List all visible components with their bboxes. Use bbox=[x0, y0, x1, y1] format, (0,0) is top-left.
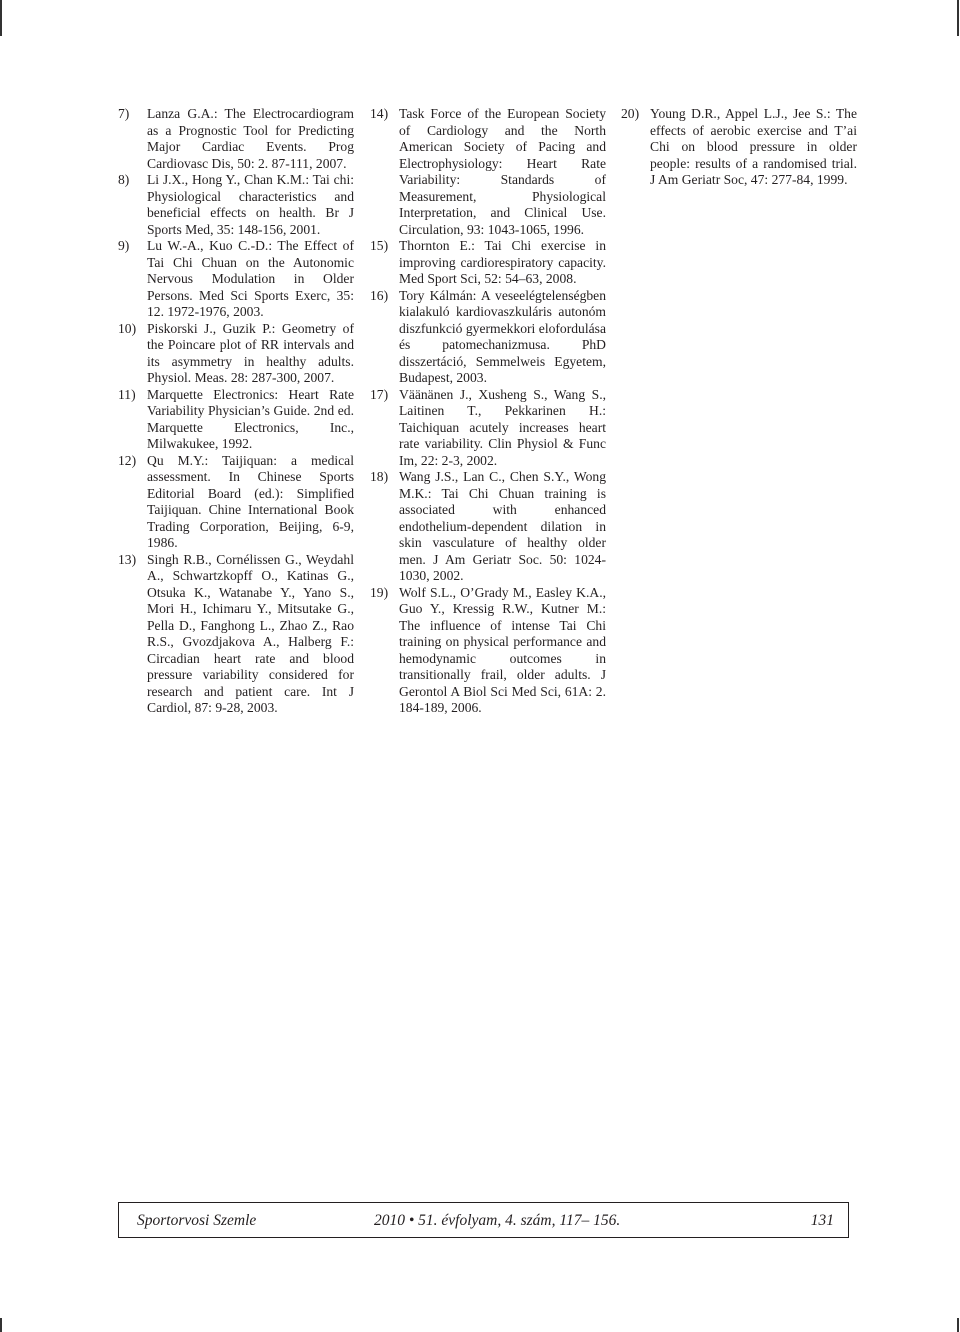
issue-info: 2010 • 51. évfolyam, 4. szám, 117– 156. bbox=[374, 1212, 621, 1229]
reference-number: 7) bbox=[118, 106, 130, 121]
reference-item bbox=[370, 469, 606, 585]
reference-number: 12) bbox=[118, 452, 137, 468]
reference-number: 15) bbox=[370, 238, 389, 253]
reference-item bbox=[370, 387, 606, 470]
reference-item bbox=[370, 106, 606, 238]
crop-mark-left-bottom bbox=[0, 1318, 2, 1332]
reference-item bbox=[118, 172, 354, 238]
crop-mark-right-bottom bbox=[957, 1318, 959, 1332]
reference-text: Marquette Electronics: Heart Rate Variability Physician’s Guide. 2nd ed. Marquette Electronics, Inc., Milwakukee, 1992. bbox=[147, 386, 354, 451]
reference-number: 18) bbox=[370, 469, 389, 484]
reference-number: 17) bbox=[370, 386, 389, 402]
reference-text: Task Force of the European Society of Cardiology and the North American Society of Pacing and Electrophysiology: Heart Rate Variability: Standards of Measurement, Physiological Interpretation, and Clinical Use. Circulation, 93: 1043-1065, 1996. bbox=[399, 106, 606, 237]
reference-text: Singh R.B., Cornélissen G., Weydahl A., Schwartzkopff O., Katinas G., Otsuka K., Watanabe Y., Yano S., Mori H., Ichimaru Y., Mitsutake G., Pella D., Fanghong L., Zhao Z., Rao R.S., Gvozdjakova A., Halberg F.: Circadian heart rate and blood pressure variability considered for research and patient care. Int J Cardiol, 87: 9-28, 2003. bbox=[147, 551, 354, 715]
reference-text: Li J.X., Hong Y., Chan K.M.: Tai chi: Physiological characteristics and beneficial effects on health. Br J Sports Med, 35: 148-156, 2001. bbox=[147, 172, 354, 237]
reference-item bbox=[118, 453, 354, 552]
reference-item bbox=[118, 106, 354, 172]
page-footer bbox=[118, 1202, 849, 1238]
journal-name: Sportorvosi Szemle bbox=[137, 1212, 257, 1229]
reference-column-1 bbox=[118, 106, 354, 717]
reference-number: 14) bbox=[370, 106, 389, 121]
reference-text: Thornton E.: Tai Chi exercise in improving cardiorespiratory capacity. Med Sport Sci, 52: 54–63, 2008. bbox=[399, 238, 606, 286]
crop-mark-left bbox=[0, 0, 2, 36]
reference-item bbox=[118, 238, 354, 321]
reference-text: Wolf S.L., O’Grady M., Easley K.A., Guo Y., Kressig R.W., Kutner M.: The influence of intense Tai Chi training on physical performance and hemodynamic outcomes in transitionally frail, older adults. J Gerontol A Biol Sci Med Sci, 61A: 2. 184-189, 2006. bbox=[399, 584, 606, 715]
reference-text: Wang J.S., Lan C., Chen S.Y., Wong M.K.: Tai Chi Chuan training is associated with enhanced endothelium-dependent dilation in skin vasculature of healthy older men. J Am Geriatr Soc. 50: 1024-1030, 2002. bbox=[399, 469, 606, 583]
reference-text: Lanza G.A.: The Electrocardiogram as a Prognostic Tool for Predicting Major Cardiac Events. Prog Cardiovasc Dis, 50: 2. 87-111, 2007. bbox=[147, 106, 354, 171]
reference-item bbox=[118, 321, 354, 387]
reference-number: 13) bbox=[118, 551, 137, 567]
reference-number: 16) bbox=[370, 287, 389, 303]
reference-item bbox=[370, 288, 606, 387]
reference-number: 10) bbox=[118, 320, 137, 336]
reference-number: 19) bbox=[370, 584, 389, 600]
reference-column-2 bbox=[370, 106, 606, 717]
reference-number: 20) bbox=[621, 106, 640, 121]
reference-number: 8) bbox=[118, 172, 130, 187]
reference-text: Young D.R., Appel L.J., Jee S.: The effects of aerobic exercise and T’ai Chi on blood pressure in older people: results of a randomised trial. J Am Geriatr Soc, 47: 277-84, 1999. bbox=[650, 106, 857, 187]
reference-item bbox=[621, 106, 857, 189]
reference-text: Lu W.-A., Kuo C.-D.: The Effect of Tai Chi Chuan on the Autonomic Nervous Modulation in Older Persons. Med Sci Sports Exerc, 35: 12. 1972-1976, 2003. bbox=[147, 238, 354, 319]
reference-text: Piskorski J., Guzik P.: Geometry of the Poincare plot of RR intervals and its asymmetry in healthy adults. Physiol. Meas. 28: 287-300, 2007. bbox=[147, 320, 354, 385]
reference-column-3 bbox=[621, 106, 857, 189]
reference-item bbox=[118, 387, 354, 453]
reference-item bbox=[370, 238, 606, 288]
reference-number: 11) bbox=[118, 386, 136, 402]
reference-text: Tory Kálmán: A veseelégtelenségben kialakuló kardiovaszkuláris autonóm diszfunkció gyermekkori elofordulása és patomechanizmusa. PhD disszertáció, Semmelweis Egyetem, Budapest, 2003. bbox=[399, 287, 606, 385]
reference-item bbox=[370, 585, 606, 717]
page-number: 131 bbox=[810, 1212, 834, 1229]
crop-mark-right bbox=[957, 0, 959, 36]
reference-text: Väänänen J., Xusheng S., Wang S., Laitinen T., Pekkarinen H.: Taichiquan acutely increases heart rate variability. Clin Physiol & Func Im, 22: 2-3, 2002. bbox=[399, 386, 606, 468]
reference-item bbox=[118, 552, 354, 717]
reference-text: Qu M.Y.: Taijiquan: a medical assessment. In Chinese Sports Editorial Board (ed.): Simplified Taijiquan. Chine International Book Trading Corporation, Beijing, 6-9, 1986. bbox=[147, 452, 354, 550]
reference-number: 9) bbox=[118, 238, 130, 253]
